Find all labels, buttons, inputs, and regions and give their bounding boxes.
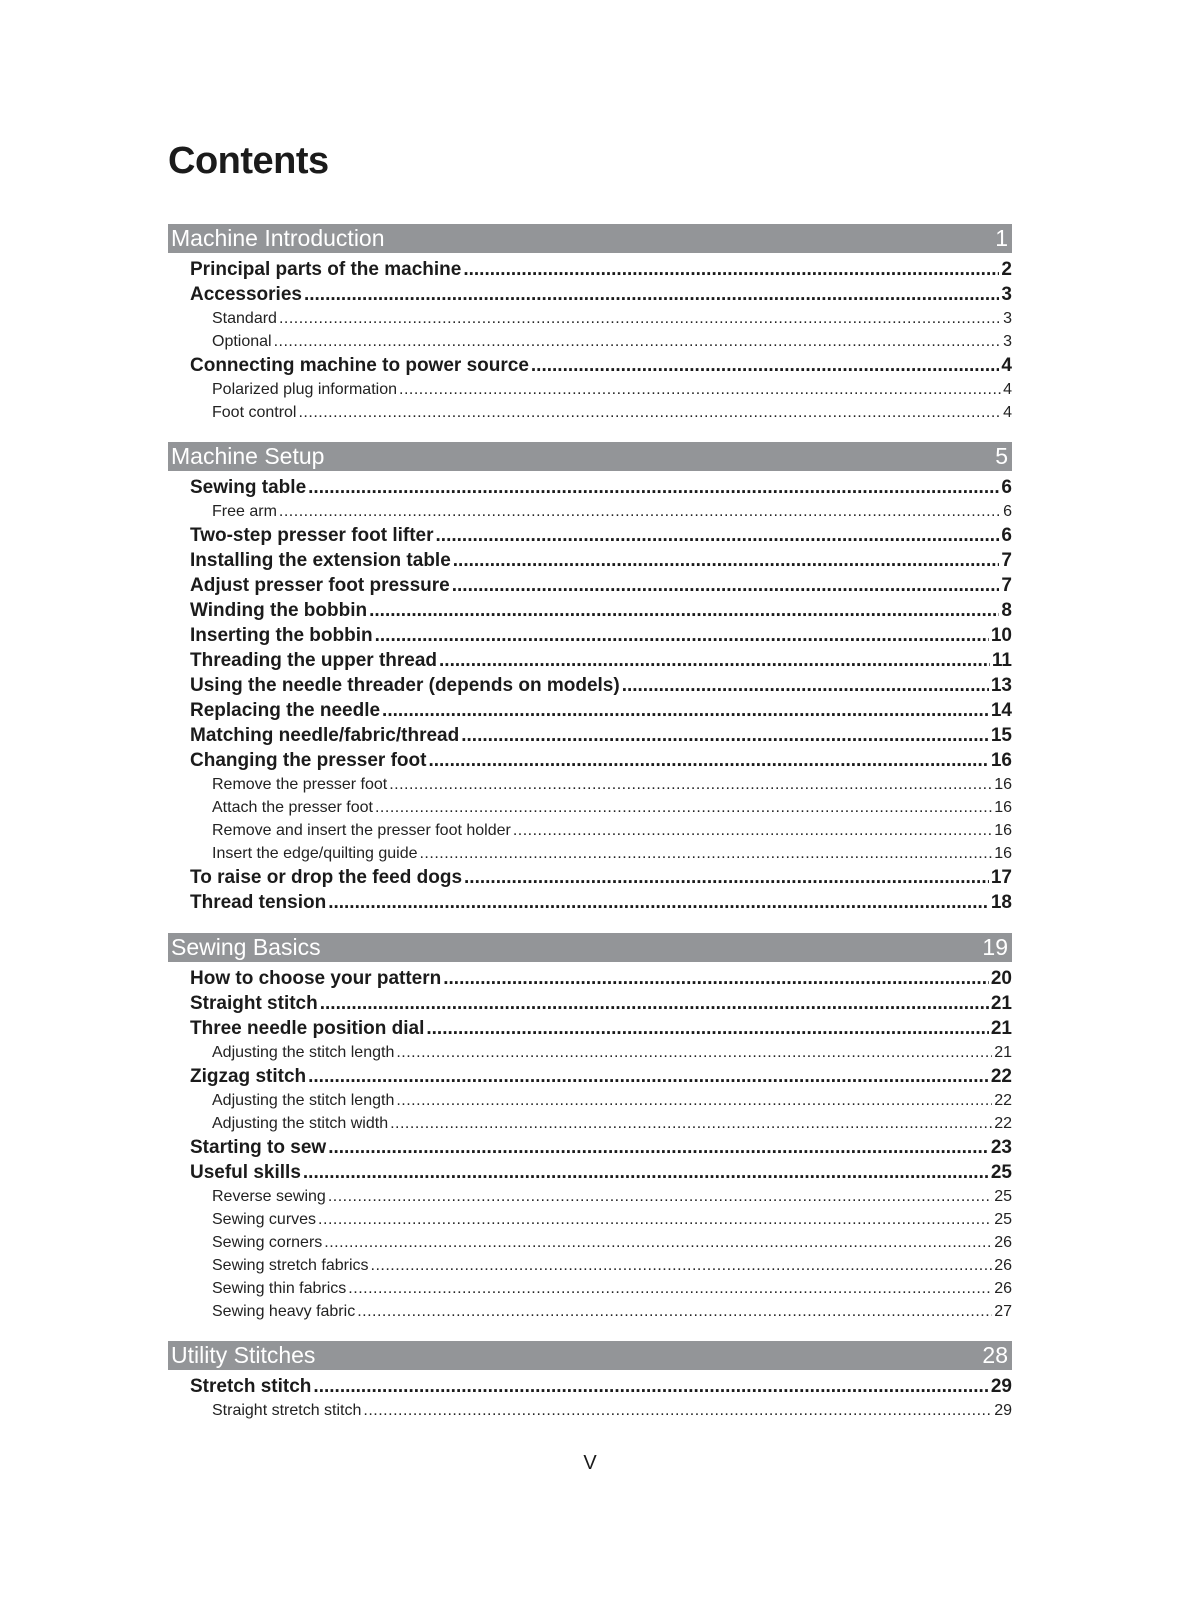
entry-title: Standard [212, 310, 277, 327]
dot-leader [298, 401, 1001, 424]
toc-subentry[interactable] [168, 307, 1012, 330]
toc-entry[interactable] [168, 673, 1012, 698]
section-title: Sewing Basics [171, 934, 321, 960]
toc-subentry[interactable] [168, 1041, 1012, 1064]
section-title: Machine Introduction [171, 225, 385, 251]
entry-page-number: 21 [994, 1044, 1012, 1061]
entry-page-number: 16 [994, 799, 1012, 816]
entry-page-number: 17 [990, 867, 1012, 888]
entry-title: Straight stretch stitch [212, 1402, 362, 1419]
entry-title: Sewing thin fabrics [212, 1280, 347, 1297]
entry-page-number: 23 [990, 1137, 1012, 1158]
page-title: Contents [168, 140, 329, 182]
dot-leader [461, 723, 989, 748]
entry-title: Sewing stretch fabrics [212, 1257, 369, 1274]
section-header[interactable] [168, 933, 1012, 962]
toc-entry[interactable] [168, 623, 1012, 648]
entry-page-number: 22 [990, 1066, 1012, 1087]
toc-entry[interactable] [168, 353, 1012, 378]
page-number: V [583, 1452, 597, 1474]
toc-entry[interactable] [168, 1064, 1012, 1089]
entry-title: Thread tension [190, 892, 327, 913]
entry-title: Starting to sew [190, 1137, 327, 1158]
section-header[interactable] [168, 1341, 1012, 1370]
dot-leader [464, 865, 989, 890]
toc-section [168, 933, 1012, 1323]
entry-title: Connecting machine to power source [190, 355, 529, 376]
section-page-number: 28 [982, 1342, 1008, 1368]
dot-leader [348, 1277, 992, 1300]
entry-title: Sewing corners [212, 1234, 323, 1251]
toc-subentry[interactable] [168, 330, 1012, 353]
toc-section [168, 1341, 1012, 1422]
entry-page-number: 27 [994, 1303, 1012, 1320]
dot-leader [439, 648, 990, 673]
entry-title: Zigzag stitch [190, 1066, 307, 1087]
entry-title: Insert the edge/quilting guide [212, 845, 418, 862]
entry-title: Attach the presser foot [212, 799, 373, 816]
section-page-number: 19 [982, 934, 1008, 960]
dot-leader [513, 819, 992, 842]
dot-leader [304, 282, 999, 307]
toc-entry[interactable] [168, 573, 1012, 598]
entry-title: Foot control [212, 404, 297, 421]
entry-page-number: 26 [994, 1234, 1012, 1251]
entry-title: Remove the presser foot [212, 776, 388, 793]
entry-page-number: 16 [990, 750, 1012, 771]
toc-subentry[interactable] [168, 401, 1012, 424]
dot-leader [428, 748, 988, 773]
section-page-number: 1 [995, 225, 1008, 251]
entry-page-number: 20 [990, 968, 1012, 989]
entry-page-number: 2 [1001, 259, 1012, 280]
entry-title: Winding the bobbin [190, 600, 368, 621]
dot-leader [419, 842, 992, 865]
entry-title: To raise or drop the feed dogs [190, 867, 463, 888]
entry-page-number: 3 [1003, 333, 1012, 350]
entry-page-number: 10 [990, 625, 1012, 646]
entry-page-number: 22 [994, 1115, 1012, 1132]
entry-page-number: 11 [991, 650, 1012, 671]
dot-leader [308, 1064, 989, 1089]
dot-leader [426, 1016, 988, 1041]
toc-entry[interactable] [168, 548, 1012, 573]
toc-subentry[interactable] [168, 819, 1012, 842]
entry-title: Remove and insert the presser foot holder [212, 822, 511, 839]
dot-leader [396, 1089, 992, 1112]
dot-leader [453, 548, 1000, 573]
toc-entry[interactable] [168, 748, 1012, 773]
toc-entry[interactable] [168, 1135, 1012, 1160]
toc-subentry[interactable] [168, 773, 1012, 796]
toc-subentry[interactable] [168, 1254, 1012, 1277]
dot-leader [328, 1185, 992, 1208]
dot-leader [371, 1254, 993, 1277]
entry-page-number: 16 [994, 776, 1012, 793]
toc-entry[interactable] [168, 257, 1012, 282]
entry-title: Threading the upper thread [190, 650, 438, 671]
dot-leader [357, 1300, 992, 1323]
toc-entry[interactable] [168, 1374, 1012, 1399]
dot-leader [443, 966, 989, 991]
toc-entry[interactable] [168, 475, 1012, 500]
toc-entry[interactable] [168, 598, 1012, 623]
toc-entry[interactable] [168, 1016, 1012, 1041]
section-header[interactable] [168, 224, 1012, 253]
section-title: Machine Setup [171, 443, 325, 469]
entry-title: Stretch stitch [190, 1376, 312, 1397]
toc-entry[interactable] [168, 523, 1012, 548]
entry-title: How to choose your pattern [190, 968, 442, 989]
entry-page-number: 25 [994, 1188, 1012, 1205]
toc-subentry[interactable] [168, 796, 1012, 819]
entry-title: Useful skills [190, 1162, 301, 1183]
toc-subentry[interactable] [168, 1277, 1012, 1300]
entry-page-number: 8 [1001, 600, 1012, 621]
dot-leader [375, 623, 989, 648]
entry-title: Adjusting the stitch length [212, 1092, 395, 1109]
entry-title: Installing the extension table [190, 550, 451, 571]
dot-leader [279, 500, 1001, 523]
dot-leader [463, 257, 999, 282]
entry-title: Two-step presser foot lifter [190, 525, 434, 546]
dot-leader [363, 1399, 992, 1422]
entry-title: Adjusting the stitch length [212, 1044, 395, 1061]
entry-page-number: 29 [990, 1376, 1012, 1397]
toc-entry[interactable] [168, 865, 1012, 890]
entry-page-number: 13 [990, 675, 1012, 696]
entry-page-number: 21 [990, 1018, 1012, 1039]
entry-title: Sewing heavy fabric [212, 1303, 356, 1320]
toc-entry[interactable] [168, 648, 1012, 673]
entry-page-number: 21 [990, 993, 1012, 1014]
entry-title: Sewing table [190, 477, 307, 498]
dot-leader [382, 698, 989, 723]
entry-page-number: 6 [1003, 503, 1012, 520]
dot-leader [313, 1374, 988, 1399]
entry-page-number: 7 [1001, 550, 1012, 571]
entry-page-number: 4 [1003, 404, 1012, 421]
entry-page-number: 3 [1003, 310, 1012, 327]
dot-leader [279, 307, 1001, 330]
toc-subentry[interactable] [168, 1300, 1012, 1323]
dot-leader [369, 598, 999, 623]
dot-leader [320, 991, 989, 1016]
toc-section [168, 442, 1012, 915]
entry-page-number: 25 [994, 1211, 1012, 1228]
toc-entry[interactable] [168, 890, 1012, 915]
entry-page-number: 7 [1001, 575, 1012, 596]
entry-title: Adjust presser foot pressure [190, 575, 450, 596]
entry-page-number: 4 [1001, 355, 1012, 376]
entry-title: Sewing curves [212, 1211, 317, 1228]
entry-title: Principal parts of the machine [190, 259, 462, 280]
toc-subentry[interactable] [168, 1231, 1012, 1254]
entry-title: Polarized plug information [212, 381, 397, 398]
entry-page-number: 15 [990, 725, 1012, 746]
dot-leader [318, 1208, 992, 1231]
dot-leader [274, 330, 1002, 353]
toc-subentry[interactable] [168, 500, 1012, 523]
entry-page-number: 4 [1003, 381, 1012, 398]
dot-leader [396, 1041, 992, 1064]
entry-page-number: 6 [1001, 477, 1012, 498]
entry-title: Straight stitch [190, 993, 318, 1014]
toc-subentry[interactable] [168, 1185, 1012, 1208]
dot-leader [324, 1231, 992, 1254]
section-page-number: 5 [995, 443, 1008, 469]
toc-subentry[interactable] [168, 1112, 1012, 1135]
section-title: Utility Stitches [171, 1342, 316, 1368]
toc-subentry[interactable] [168, 1399, 1012, 1422]
toc-section [168, 224, 1012, 424]
toc-entry[interactable] [168, 723, 1012, 748]
entry-page-number: 16 [994, 845, 1012, 862]
entry-page-number: 3 [1001, 284, 1012, 305]
entry-page-number: 16 [994, 822, 1012, 839]
toc-entry[interactable] [168, 282, 1012, 307]
dot-leader [436, 523, 1000, 548]
entry-title: Inserting the bobbin [190, 625, 373, 646]
dot-leader [389, 773, 992, 796]
dot-leader [328, 890, 989, 915]
toc-subentry[interactable] [168, 1089, 1012, 1112]
entry-page-number: 18 [990, 892, 1012, 913]
entry-title: Reverse sewing [212, 1188, 326, 1205]
dot-leader [452, 573, 1000, 598]
entry-page-number: 26 [994, 1257, 1012, 1274]
dot-leader [375, 796, 992, 819]
entry-page-number: 26 [994, 1280, 1012, 1297]
dot-leader [399, 378, 1001, 401]
dot-leader [308, 475, 999, 500]
entry-title: Replacing the needle [190, 700, 381, 721]
entry-page-number: 14 [990, 700, 1012, 721]
toc-entry[interactable] [168, 1160, 1012, 1185]
toc-entry[interactable] [168, 966, 1012, 991]
entry-title: Free arm [212, 503, 277, 520]
entry-title: Using the needle threader (depends on models) [190, 675, 620, 696]
dot-leader [622, 673, 989, 698]
toc-entry[interactable] [168, 991, 1012, 1016]
entry-page-number: 22 [994, 1092, 1012, 1109]
toc-subentry[interactable] [168, 1208, 1012, 1231]
toc-subentry[interactable] [168, 378, 1012, 401]
entry-title: Optional [212, 333, 272, 350]
entry-title: Three needle position dial [190, 1018, 425, 1039]
entry-title: Adjusting the stitch width [212, 1115, 389, 1132]
dot-leader [328, 1135, 989, 1160]
toc-subentry[interactable] [168, 842, 1012, 865]
entry-title: Accessories [190, 284, 302, 305]
table-of-contents [168, 224, 1012, 1440]
entry-title: Changing the presser foot [190, 750, 427, 771]
entry-title: Matching needle/fabric/thread [190, 725, 460, 746]
toc-entry[interactable] [168, 698, 1012, 723]
section-header[interactable] [168, 442, 1012, 471]
entry-page-number: 6 [1001, 525, 1012, 546]
dot-leader [390, 1112, 992, 1135]
entry-page-number: 25 [990, 1162, 1012, 1183]
dot-leader [303, 1160, 989, 1185]
dot-leader [531, 353, 1000, 378]
entry-page-number: 29 [994, 1402, 1012, 1419]
